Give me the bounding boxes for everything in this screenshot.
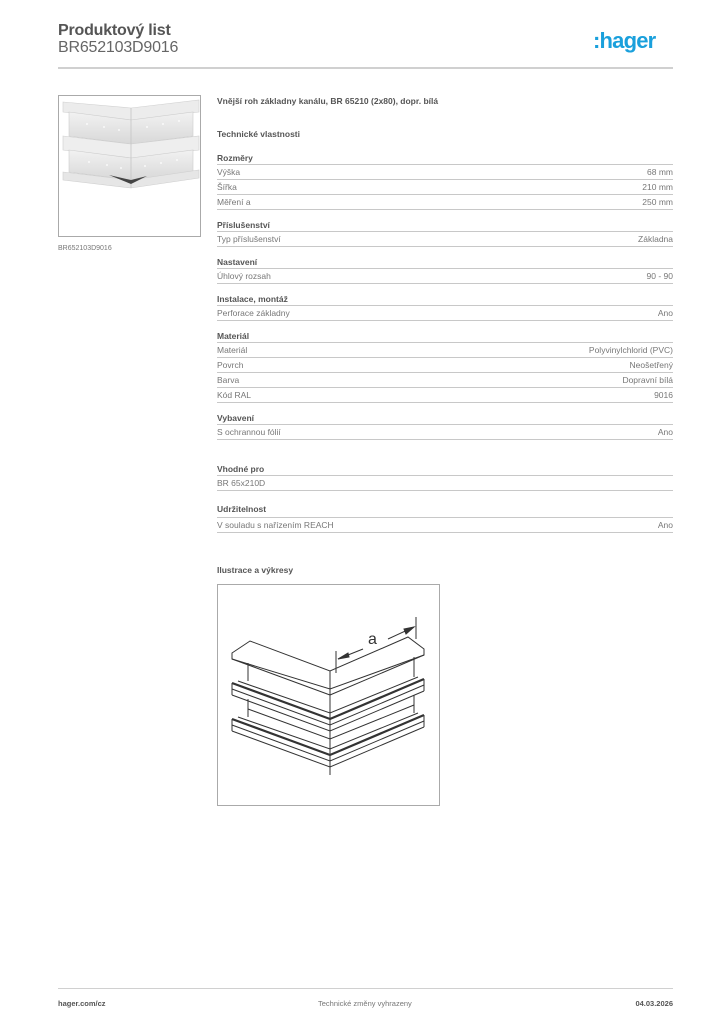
illustrations-heading: Ilustrace a výkresy xyxy=(217,565,294,575)
footer-divider xyxy=(58,988,673,989)
group-title: Nastavení xyxy=(217,255,673,269)
product-thumbnail xyxy=(58,95,201,237)
header-title: Produktový list xyxy=(58,22,171,39)
spec-group-settings xyxy=(217,255,673,284)
spec-row xyxy=(217,388,673,403)
spec-content xyxy=(217,95,673,541)
spec-value: 9016 xyxy=(654,390,673,400)
spec-value: Ano xyxy=(657,520,673,530)
technical-properties-heading: Technické vlastnosti xyxy=(217,129,300,139)
spec-row xyxy=(217,425,673,440)
spec-row xyxy=(217,306,673,321)
spec-row xyxy=(217,343,673,358)
spec-row xyxy=(217,165,673,180)
product-description: Vnější roh základny kanálu, BR 65210 (2x80), dopr. bílá xyxy=(217,96,439,106)
spec-label: Perforace základny xyxy=(217,308,290,318)
spec-group-material xyxy=(217,329,673,403)
spec-label: BR 65x210D xyxy=(217,478,266,488)
product-photo-icon xyxy=(59,96,201,237)
spec-value: 210 mm xyxy=(642,182,673,192)
group-title: Instalace, montáž xyxy=(217,292,673,306)
spec-label: Povrch xyxy=(217,360,244,370)
spec-row xyxy=(217,518,673,533)
spec-group-suitable-for xyxy=(217,462,673,491)
spec-label: S ochrannou fólií xyxy=(217,427,281,437)
group-title: Vhodné pro xyxy=(217,462,673,476)
spec-label: Úhlový rozsah xyxy=(217,271,271,281)
spec-label: Materiál xyxy=(217,345,248,355)
footer-website-link[interactable]: hager.com/cz xyxy=(58,999,106,1008)
spec-group-installation xyxy=(217,292,673,321)
spec-label: Výška xyxy=(217,167,241,177)
spec-row xyxy=(217,358,673,373)
header-product-code: BR652103D9016 xyxy=(58,39,179,56)
footer-notice: Technické změny vyhrazeny xyxy=(318,999,412,1008)
group-title: Vybavení xyxy=(217,411,673,425)
spec-value: Dopravní bílá xyxy=(622,375,673,385)
footer-date: 04.03.2026 xyxy=(635,999,673,1008)
spec-value: 68 mm xyxy=(647,167,673,177)
spec-label: Barva xyxy=(217,375,240,385)
group-title: Udržitelnost xyxy=(217,501,673,518)
spec-row xyxy=(217,476,673,491)
group-title: Rozměry xyxy=(217,151,673,165)
spec-label: Typ příslušenství xyxy=(217,234,281,244)
spec-label: Kód RAL xyxy=(217,390,252,400)
group-title: Materiál xyxy=(217,329,673,343)
spec-row xyxy=(217,269,673,284)
spec-value: 90 - 90 xyxy=(646,271,673,281)
spec-value: Ano xyxy=(657,427,673,437)
technical-drawing xyxy=(217,584,440,806)
spec-row xyxy=(217,232,673,247)
spec-value: 250 mm xyxy=(642,197,673,207)
spec-row xyxy=(217,373,673,388)
spec-value: Polyvinylchlorid (PVC) xyxy=(588,345,673,355)
spec-label: V souladu s nařízením REACH xyxy=(217,520,334,530)
spec-group-accessories xyxy=(217,218,673,247)
group-title: Příslušenství xyxy=(217,218,673,232)
thumbnail-caption: BR652103D9016 xyxy=(58,245,112,252)
hager-logo: :hager xyxy=(593,28,656,53)
spec-label: Měření a xyxy=(217,197,251,207)
spec-group-dimensions xyxy=(217,151,673,210)
corner-drawing-icon xyxy=(218,585,439,805)
spec-group-sustainability xyxy=(217,501,673,533)
spec-row xyxy=(217,195,673,210)
spec-group-equipment xyxy=(217,411,673,440)
header-divider xyxy=(58,67,673,69)
spec-value: Základna xyxy=(638,234,673,244)
spec-value: Ano xyxy=(657,308,673,318)
spec-value: Neošetřený xyxy=(629,360,673,370)
dimension-label: a xyxy=(368,631,377,648)
spec-row xyxy=(217,180,673,195)
spec-label: Šířka xyxy=(217,182,237,192)
